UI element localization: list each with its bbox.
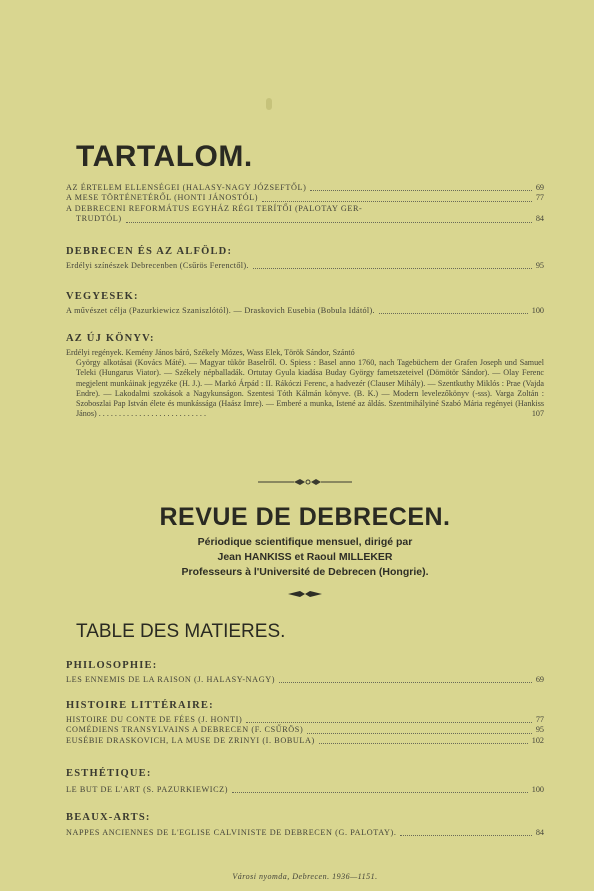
toc-entry-text: A DEBRECENI REFORMÁTUS EGYHÁZ RÉGI TERÍTŐI (PALOTAY GER-: [66, 203, 363, 213]
toc-entry-page: 95: [535, 725, 544, 735]
toc-entry-text: HISTOIRE DU CONTE DE FÉES (J. HONTI): [66, 715, 243, 724]
toc-entry: [66, 785, 544, 795]
toc-entry: [66, 183, 544, 193]
dot-leader: [379, 313, 528, 314]
toc-entry-page: 77: [535, 193, 544, 203]
dot-leader: [232, 792, 528, 793]
review-body: [66, 358, 544, 419]
toc-entry-text: A MESE TÖRTÉNETÉRŐL (HONTI JÁNOSTÓL): [66, 193, 259, 203]
small-ornament: [288, 590, 322, 598]
dot-leader: [307, 733, 532, 734]
section-debrecen: [66, 246, 544, 271]
toc-entry-page: 100: [531, 306, 544, 315]
dot-leader: [126, 222, 532, 223]
toc-entry-text: LE BUT DE L'ART (S. PAZURKIEWICZ): [66, 785, 229, 794]
toc-entry-page: 69: [535, 183, 544, 192]
section-philosophie: [66, 660, 544, 685]
toc-entry-text: TRUDTÓL): [76, 214, 122, 224]
toc-entry-text: EUSÉBIE DRASKOVICH, LA MUSE DE ZRINYI (I. BOBULA): [66, 735, 315, 745]
section-beaux-arts: [66, 812, 544, 838]
section-heading: ESTHÉTIQUE:: [66, 768, 152, 779]
toc-entry-text: A művészet célja (Pazurkiewicz Szaniszlótól). — Draskovich Eusebia (Bobula Idától).: [66, 306, 375, 315]
dot-leader: [262, 201, 532, 202]
section-vegyesek: [66, 291, 544, 316]
printer-imprint: Városi nyomda, Debrecen. 1936—1151.: [232, 872, 378, 881]
page: [66, 0, 544, 891]
toc-entry: [66, 715, 544, 725]
review-body-text: György alkotásai (Kovács Máté). — Magyar tükör Baselről. O. Spiess : Basel anno 1760, nach Tagebüchern der Grafen Joseph und Samuel Teleki (Hungarus Viator). — Székely népballadák. Ortutay Gyula kiadása Buday György fametszeteivel (Dömötör Sándor). — Olay Ferenc megjelent munkáinak jegyzéke (H. J.). — Markó Árpád : II. Rákóczi Ferenc, a hadvezér (Clauser Mihály). — Szentkuthy Miklós : Prae (Vajda Endre). — Lakodalmi szokások a Nagykunságon. Szentesi Tóth Kálmán könyve. (B. K.) — Modern levelezőkönyv (-sss). Varga Zoltán : Szoboszlai Pap István élete és munkássága (Haász Imre). — Emberé a munka, Istené az áldás. Szentmihályiné Szabó Mária regényei (Hankiss János): [76, 358, 544, 419]
toc-entry-text: AZ ÉRTELEM ELLENSÉGEI (HALASY-NAGY JÓZSEFTŐL): [66, 183, 307, 192]
section-heading: PHILOSOPHIE:: [66, 660, 158, 671]
toc-entry-page: 107: [531, 409, 544, 419]
toc-entry-page: 95: [535, 261, 544, 270]
section-heading: HISTOIRE LITTÉRAIRE:: [66, 700, 214, 711]
toc-entry-page: 69: [535, 675, 544, 684]
dot-leader: [279, 682, 532, 683]
dot-leader: [246, 722, 531, 723]
revue-affiliation: Professeurs à l'Université de Debrecen (Hongrie).: [181, 566, 429, 578]
dot-leader: [310, 190, 531, 191]
review-first-line: Erdélyi regények. Kemény János báró, Székely Mózes, Wass Elek, Török Sándor, Szántó: [66, 348, 355, 357]
tartalom-title: TARTALOM.: [76, 140, 253, 173]
toc-entry-page: 100: [531, 785, 544, 794]
toc-entry: [66, 261, 544, 271]
toc-entry-page: 84: [535, 214, 544, 224]
dot-leader: [319, 743, 528, 744]
tartalom-entries: [66, 183, 544, 225]
toc-entry-page: 84: [535, 828, 544, 837]
toc-entry: [66, 214, 544, 224]
toc-entry: [66, 828, 544, 838]
toc-entry-text: NAPPES ANCIENNES DE L'EGLISE CALVINISTE DE DEBRECEN (G. PALOTAY).: [66, 828, 397, 837]
section-heading: AZ ÚJ KÖNYV:: [66, 333, 155, 344]
section-heading: VEGYESEK:: [66, 291, 139, 302]
revue-editors: Jean HANKISS et Raoul MILLEKER: [217, 551, 393, 563]
review-list: [66, 348, 544, 419]
dot-leader: . . . . . . . . . . . . . . . . . . . . . . . . . . .: [98, 409, 206, 419]
toc-entry-page: 77: [535, 715, 544, 724]
toc-entry: [66, 736, 544, 746]
paper-mark: [266, 98, 272, 110]
divider-ornament: [258, 478, 352, 486]
toc-entry: [66, 306, 544, 316]
revue-subtitle: Périodique scientifique mensuel, dirigé par: [197, 536, 413, 548]
toc-entry-text: Erdélyi színészek Debrecenben (Csűrös Ferenctől).: [66, 261, 249, 270]
toc-entry-text: COMÉDIENS TRANSYLVAINS A DEBRECEN (F. CSŰRÖS): [66, 725, 304, 735]
revue-title: REVUE DE DEBRECEN.: [159, 503, 451, 531]
section-heading: BEAUX-ARTS:: [66, 812, 151, 823]
toc-entry: [66, 204, 544, 214]
dot-leader: [400, 835, 531, 836]
section-esthetique: [66, 768, 544, 795]
toc-entry: [66, 193, 544, 203]
toc-entry: [66, 675, 544, 685]
toc-entry-page: 102: [531, 735, 544, 745]
matieres-title: TABLE DES MATIERES.: [76, 621, 286, 642]
dot-leader: [253, 268, 532, 269]
toc-entry: [66, 725, 544, 735]
section-uj-konyv: [66, 333, 544, 419]
section-heading: DEBRECEN ÉS AZ ALFÖLD:: [66, 246, 233, 257]
toc-entry-text: LES ENNEMIS DE LA RAISON (J. HALASY-NAGY): [66, 675, 276, 684]
section-histoire: [66, 700, 544, 746]
